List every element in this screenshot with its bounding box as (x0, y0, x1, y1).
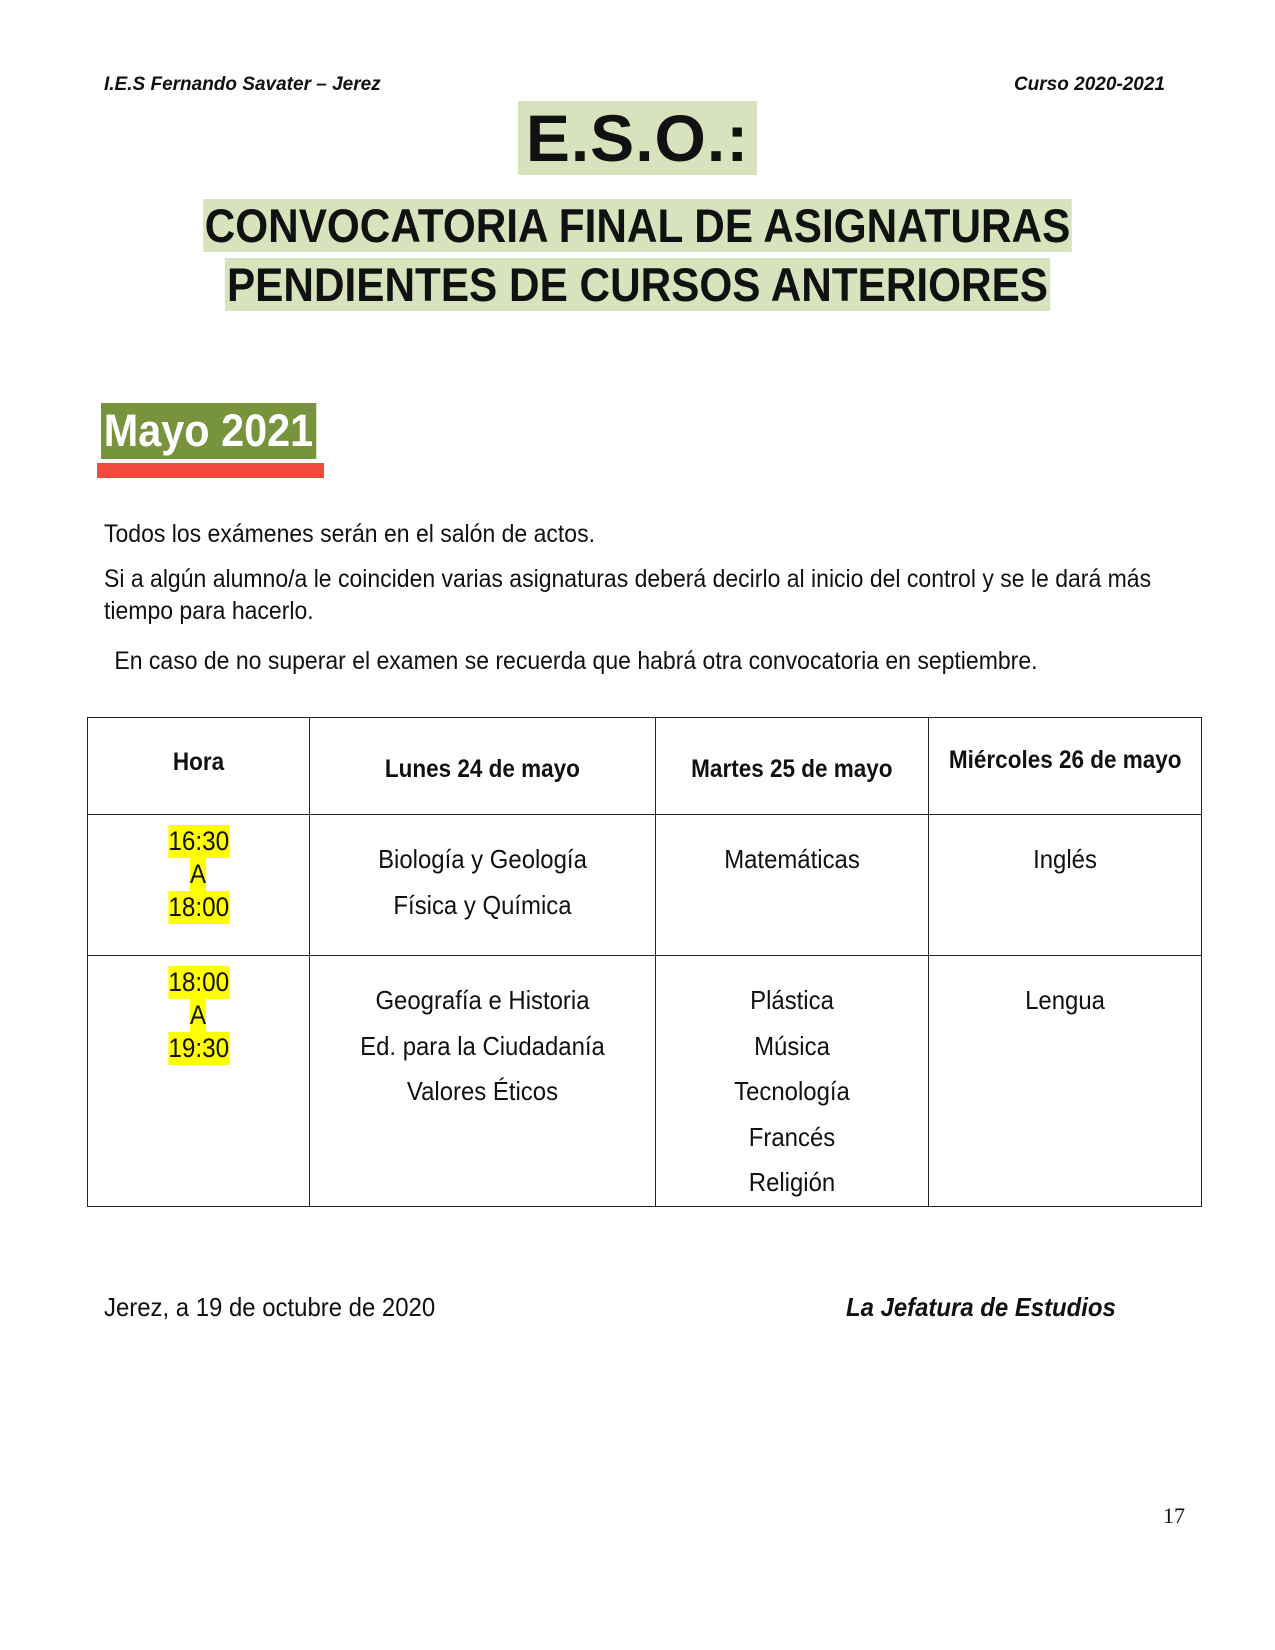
month-underline (97, 463, 324, 478)
signature: La Jefatura de Estudios (846, 1292, 1116, 1322)
time-start: 16:30 (168, 826, 229, 856)
header-tuesday: Martes 25 de mayo (655, 718, 928, 815)
subject: Física y Química (393, 889, 572, 920)
subtitle-line-2: PENDIENTES DE CURSOS ANTERIORES (226, 258, 1049, 311)
time-separator: A (190, 1000, 207, 1030)
title-main: E.S.O.: (518, 101, 757, 175)
time-cell (88, 956, 310, 1207)
info-paragraph-1: Todos los exámenes serán en el salón de actos. (104, 520, 595, 548)
tuesday-cell (655, 956, 928, 1207)
time-cell (88, 815, 310, 956)
info-paragraph-2: Si a algún alumno/a le coinciden varias asignaturas deberá decirlo al inicio del control y se le dará más tiempo para hacerlo. (104, 565, 1152, 625)
tuesday-cell (655, 815, 928, 956)
subject: Tecnología (734, 1076, 850, 1106)
time-separator: A (190, 859, 207, 889)
time-start: 18:00 (168, 967, 229, 997)
subject: Inglés (1033, 844, 1097, 874)
table-row (88, 956, 1202, 1207)
month-heading: Mayo 2021 (101, 403, 316, 459)
subject: Ed. para la Ciudadanía (360, 1030, 605, 1061)
place-date: Jerez, a 19 de octubre de 2020 (104, 1292, 436, 1322)
subject: Plástica (750, 985, 834, 1015)
course-header: Curso 2020-2021 (1013, 74, 1165, 95)
exam-schedule-table (87, 717, 1202, 1207)
subject: Religión (748, 1167, 836, 1197)
subtitle-line-1: CONVOCATORIA FINAL DE ASIGNATURAS (204, 199, 1071, 252)
school-header: I.E.S Fernando Savater – Jerez (104, 74, 381, 95)
subject: Valores Éticos (406, 1076, 558, 1106)
time-end: 18:00 (168, 892, 229, 922)
header-wednesday: Miércoles 26 de mayo (928, 718, 1201, 815)
header-monday: Lunes 24 de mayo (309, 718, 655, 815)
page-title (0, 96, 1275, 180)
page-number: 17 (1163, 1503, 1185, 1528)
subject: Lengua (1025, 985, 1105, 1015)
info-paragraph-3: En caso de no superar el examen se recuerda que habrá otra convocatoria en septiembre. (108, 647, 1038, 675)
monday-cell (309, 815, 655, 956)
monday-cell (309, 956, 655, 1207)
wednesday-cell (928, 815, 1201, 956)
subject: Geografía e Historia (375, 985, 590, 1015)
subject: Matemáticas (724, 844, 860, 874)
subject: Francés (748, 1121, 836, 1152)
time-end: 19:30 (168, 1033, 229, 1063)
subject: Música (754, 1030, 830, 1061)
header-hora: Hora (88, 718, 310, 815)
page-subtitle (64, 196, 1212, 314)
table-header-row (88, 718, 1202, 815)
table-row (88, 815, 1202, 956)
subject: Biología y Geología (378, 844, 587, 874)
wednesday-cell (928, 956, 1201, 1207)
